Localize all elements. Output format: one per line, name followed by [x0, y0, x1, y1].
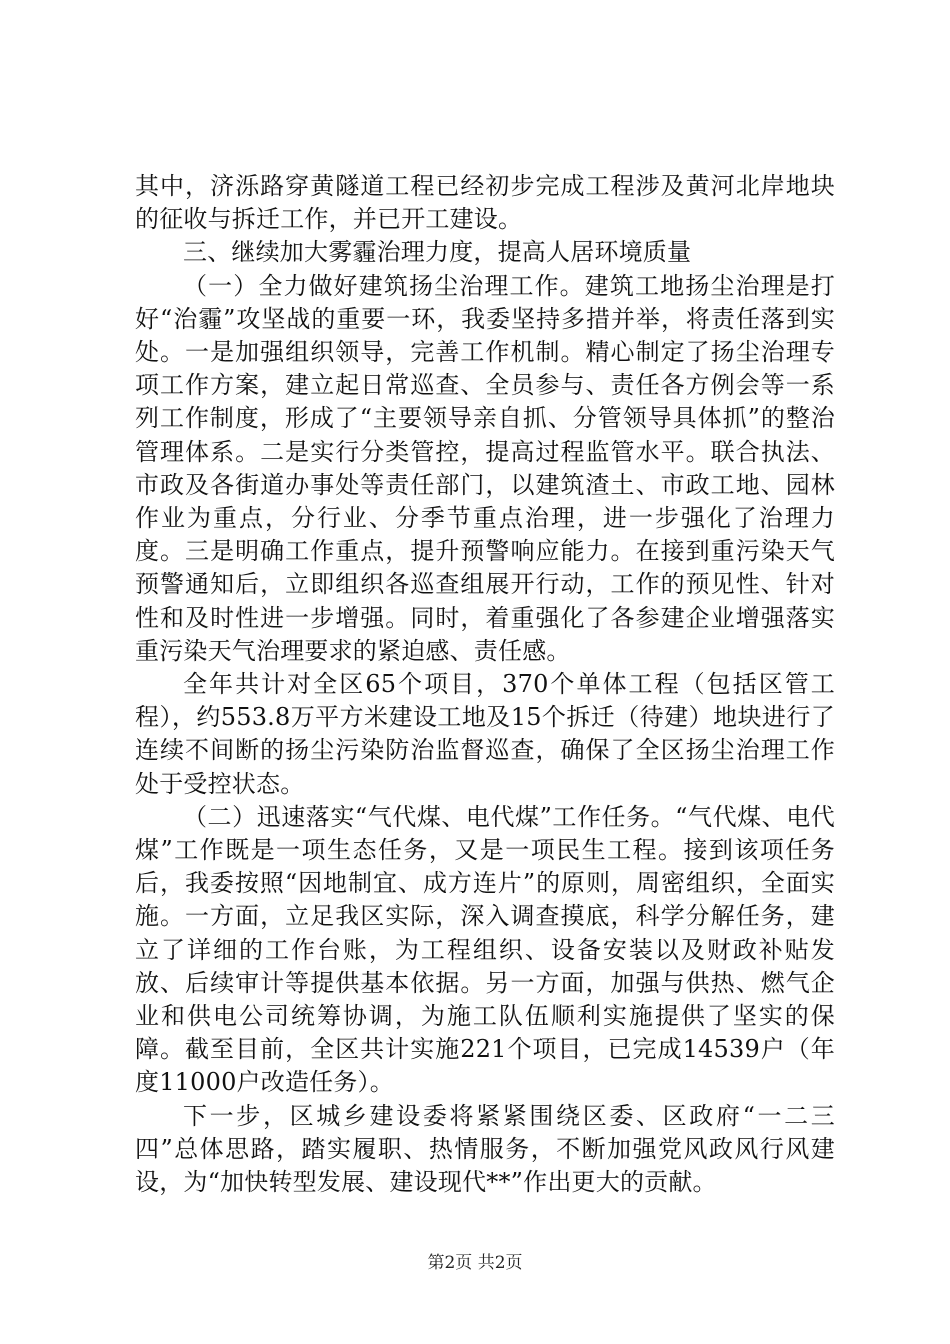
paragraph-inspection-stats: 全年共计对全区65个项目，370个单体工程（包括区管工程），约553.8万平方米建设工地及15个拆迁（待建）地块进行了连续不间断的扬尘污染防治监督巡查，确保了全区扬尘治理工作处于受控状态。: [135, 670, 835, 798]
paragraph-dust-control: （一）全力做好建筑扬尘治理工作。建筑工地扬尘治理是打好“治霾”攻坚战的重要一环，我委坚持多措并举，将责任落到实处。一是加强组织领导，完善工作机制。精心制定了扬尘治理专项工作方案，建立起日常巡查、全员参与、责任各方例会等一系列工作制度，形成了“主要领导亲自抓、分管领导具体抓”的整治管理体系。二是实行分类管控，提高过程监管水平。联合执法、市政及各街道办事处等责任部门，以建筑渣土、市政工地、园林作业为重点，分行业、分季节重点治理，进一步强化了治理力度。三是明确工作重点，提升预警响应能力。在接到重污染天气预警通知后，立即组织各巡查组展开行动，工作的预见性、针对性和及时性进一步增强。同时，着重强化了各参建企业增强落实重污染天气治理要求的紧迫感、责任感。: [135, 271, 835, 665]
paragraph-continuation: 其中，济泺路穿黄隧道工程已经初步完成工程涉及黄河北岸地块的征收与拆迁工作，并已开工建设。: [135, 172, 835, 234]
document-body: [135, 170, 835, 1199]
section-heading: 三、继续加大雾霾治理力度，提高人居环境质量: [183, 238, 692, 267]
paragraph-coal-replacement: （二）迅速落实“气代煤、电代煤”工作任务。“气代煤、电代煤”工作既是一项生态任务，又是一项民生工程。接到该项任务后，我委按照“因地制宜、成方连片”的原则，周密组织，全面实施。一方面，立足我区实际，深入调查摸底，科学分解任务，建立了详细的工作台账，为工程组织、设备安装以及财政补贴发放、后续审计等提供基本依据。另一方面，加强与供热、燃气企业和供电公司统筹协调，为施工队伍顺利实施提供了坚实的保障。截至目前，全区共计实施221个项目，已完成14539户（年度11000户改造任务）。: [135, 802, 835, 1097]
paragraph-next-steps: 下一步，区城乡建设委将紧紧围绕区委、区政府“一二三四”总体思路，踏实履职、热情服务，不断加强党风政风行风建设，为“加快转型发展、建设现代**”作出更大的贡献。: [135, 1101, 835, 1197]
page-footer: 第2页 共2页: [427, 1253, 523, 1273]
